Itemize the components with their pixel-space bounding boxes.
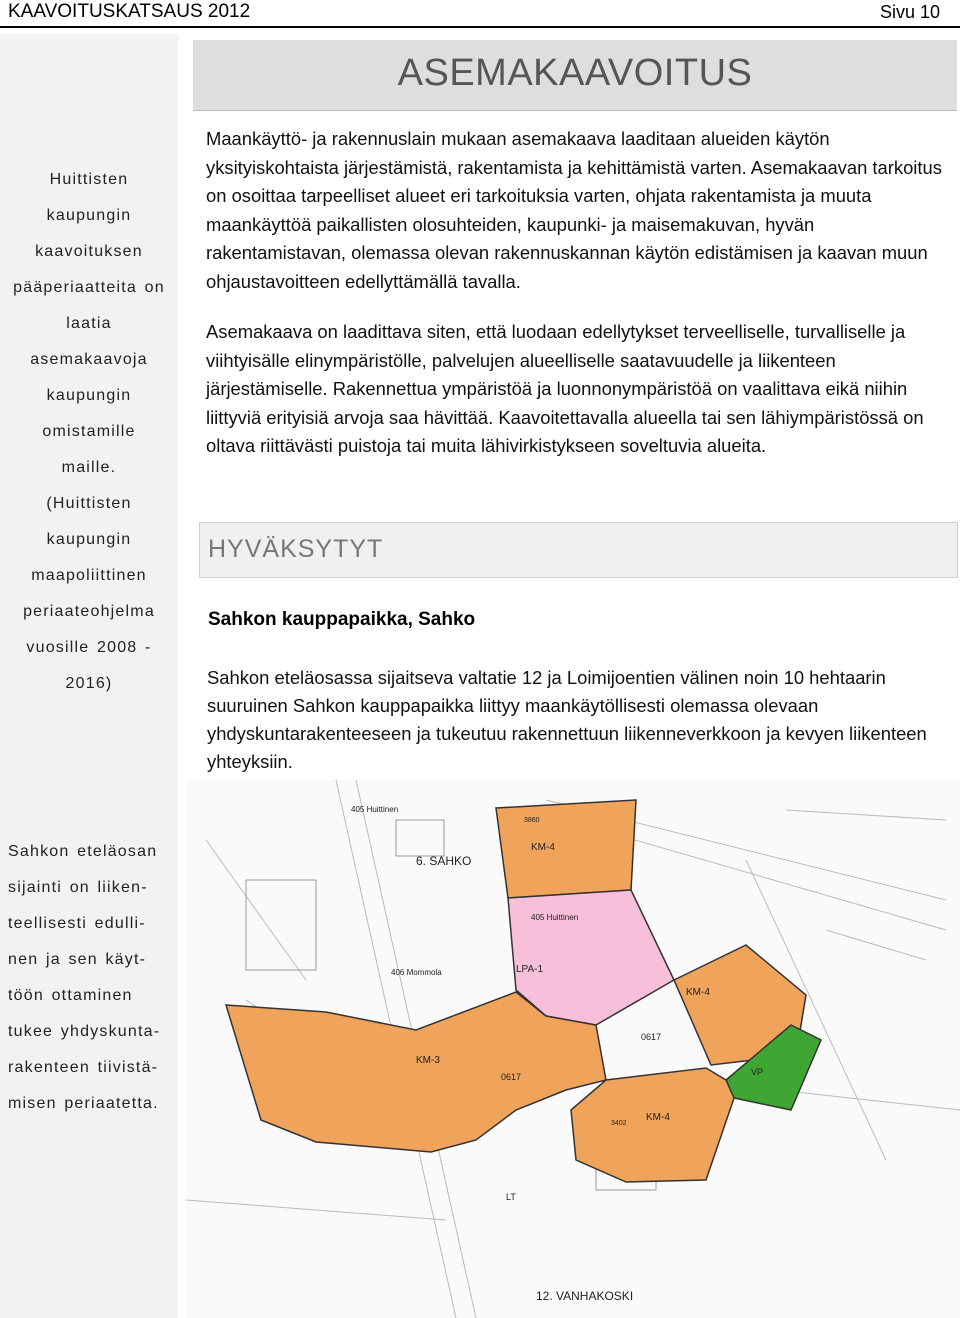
sidebar-line: omistamille (42, 423, 136, 440)
paragraph-1: Maankäyttö- ja rakennuslain mukaan asemakaava laaditaan alueiden käytön yksityiskohtaista järjestämistä, rakentamista ja kehittämistä varten. Asemakaavan tarkoitus on osoittaa tarpeelliset alueet eri tarkoituksia varten, ohjata rakentamista ja muuta maankäyttöä paikallisten olosuhteiden, kaupunki- ja maisemakuvan, hyvän rakentamistavan, olemassa olevan rakennuskannan käytön edistämisen ja kaavan muun ohjaustavoitteen edellyttämällä tavalla. (206, 128, 942, 292)
sidebar-line: vuosille 2008 - (26, 639, 152, 656)
street-line (786, 810, 946, 820)
item-title: Sahkon kauppapaikka, Sahko (208, 609, 476, 630)
sidebar-line: kaupungin (46, 387, 132, 404)
sidebar-line: Huittisten (49, 171, 129, 188)
sidebar-line: 2016) (65, 675, 113, 692)
sidebar (0, 34, 178, 1318)
label-huittinen-2: 405 Huittinen (531, 913, 579, 922)
sidebar-line: rakenteen tiivistä- (8, 1059, 159, 1076)
label-3860: 3860 (524, 817, 540, 824)
zoning-map-drawing (186, 780, 960, 1318)
label-km4-south: KM-4 (646, 1112, 670, 1123)
sidebar-quote (0, 162, 178, 702)
zone-km4-north (496, 800, 636, 898)
existing-building (246, 880, 316, 970)
page-number: Sivu 10 (879, 2, 940, 22)
street-line (186, 1200, 446, 1220)
zone-km3 (226, 992, 606, 1152)
approved-heading (199, 522, 958, 578)
document-title: KAAVOITUSKATSAUS 2012 (8, 1, 251, 22)
street-line (206, 840, 306, 980)
label-lt: LT (506, 1192, 516, 1202)
label-lpa: LPA-1 (516, 964, 544, 975)
sidebar-line: periaateohjelma (23, 603, 155, 620)
sidebar-line: kaupungin (46, 531, 132, 548)
label-code-2: 0617 (501, 1072, 522, 1082)
label-3402: 3402 (611, 1120, 627, 1127)
existing-building (396, 820, 444, 856)
sidebar-line: laatia (66, 315, 112, 332)
label-huittinen: 405 Huittinen (351, 805, 399, 814)
sidebar-note (0, 834, 176, 1122)
item-text: Sahkon eteläosassa sijaitseva valtatie 12 ja Loimijoentien välinen noin 10 hehtaarin suuruinen Sahkon kauppapaikka liittyy maankäytöllisesti olemassa olevaan yhdyskuntarakenteeseen ja tukeutuu rakennettuun liikenneverkkoon ja kevyen liikenteen yhteyksiin. (207, 667, 927, 772)
label-block12: 12. VANHAKOSKI (536, 1289, 634, 1303)
label-block6: 6. SAHKO (416, 854, 472, 868)
sidebar-line: nen ja sen käyt- (8, 951, 147, 968)
sidebar-line: (Huittisten (46, 495, 132, 512)
sidebar-line: tukee yhdyskunta- (8, 1023, 161, 1040)
sidebar-line: maille. (61, 459, 117, 476)
label-km3: KM-3 (416, 1055, 440, 1066)
page-header (0, 0, 960, 28)
label-code-1: 0617 (641, 1032, 662, 1042)
zoning-map (186, 780, 960, 1318)
label-mommola: 406 Mommola (391, 968, 442, 977)
paragraph-2: Asemakaava on laadittava siten, että luodaan edellytykset terveelliselle, turvalliselle ja viihtyisälle elinympäristölle, palvelujen alueelliselle saatavuudelle ja liikenteen järjestämiselle. Rakennettua ympäristöä ja luonnonympäristöä on vaalittava eikä niihin liittyviä erityisiä arvoja saa hävittää. Kaavoitettavalla alueella tai sen lähiympäristössä on oltava riittävästi puistoja tai muita lähivirkistykseen soveltuvia alueita. (206, 321, 924, 456)
label-vp: VP (751, 1067, 764, 1077)
zone-km4-south (571, 1068, 734, 1182)
sidebar-line: pääperiaatteita on (13, 279, 165, 296)
street-line (826, 930, 926, 960)
label-km4-east: KM-4 (686, 987, 710, 998)
sidebar-line: kaavoituksen (35, 243, 143, 260)
sidebar-line: töön ottaminen (8, 987, 133, 1004)
sidebar-line: sijainti on liiken- (8, 879, 148, 896)
sidebar-line: maapoliittinen (31, 567, 147, 584)
label-km4-north: KM-4 (531, 842, 555, 853)
section-banner (193, 40, 957, 111)
section-title: ASEMAKAAVOITUS (397, 52, 753, 94)
sidebar-line: misen periaatetta. (8, 1095, 159, 1112)
approved-title: HYVÄKSYTYT (208, 535, 384, 563)
sidebar-line: teellisesti edulli- (8, 915, 146, 932)
sidebar-line: asemakaavoja (30, 351, 148, 368)
sidebar-line: kaupungin (46, 207, 132, 224)
sidebar-line: Sahkon eteläosan (8, 843, 158, 860)
